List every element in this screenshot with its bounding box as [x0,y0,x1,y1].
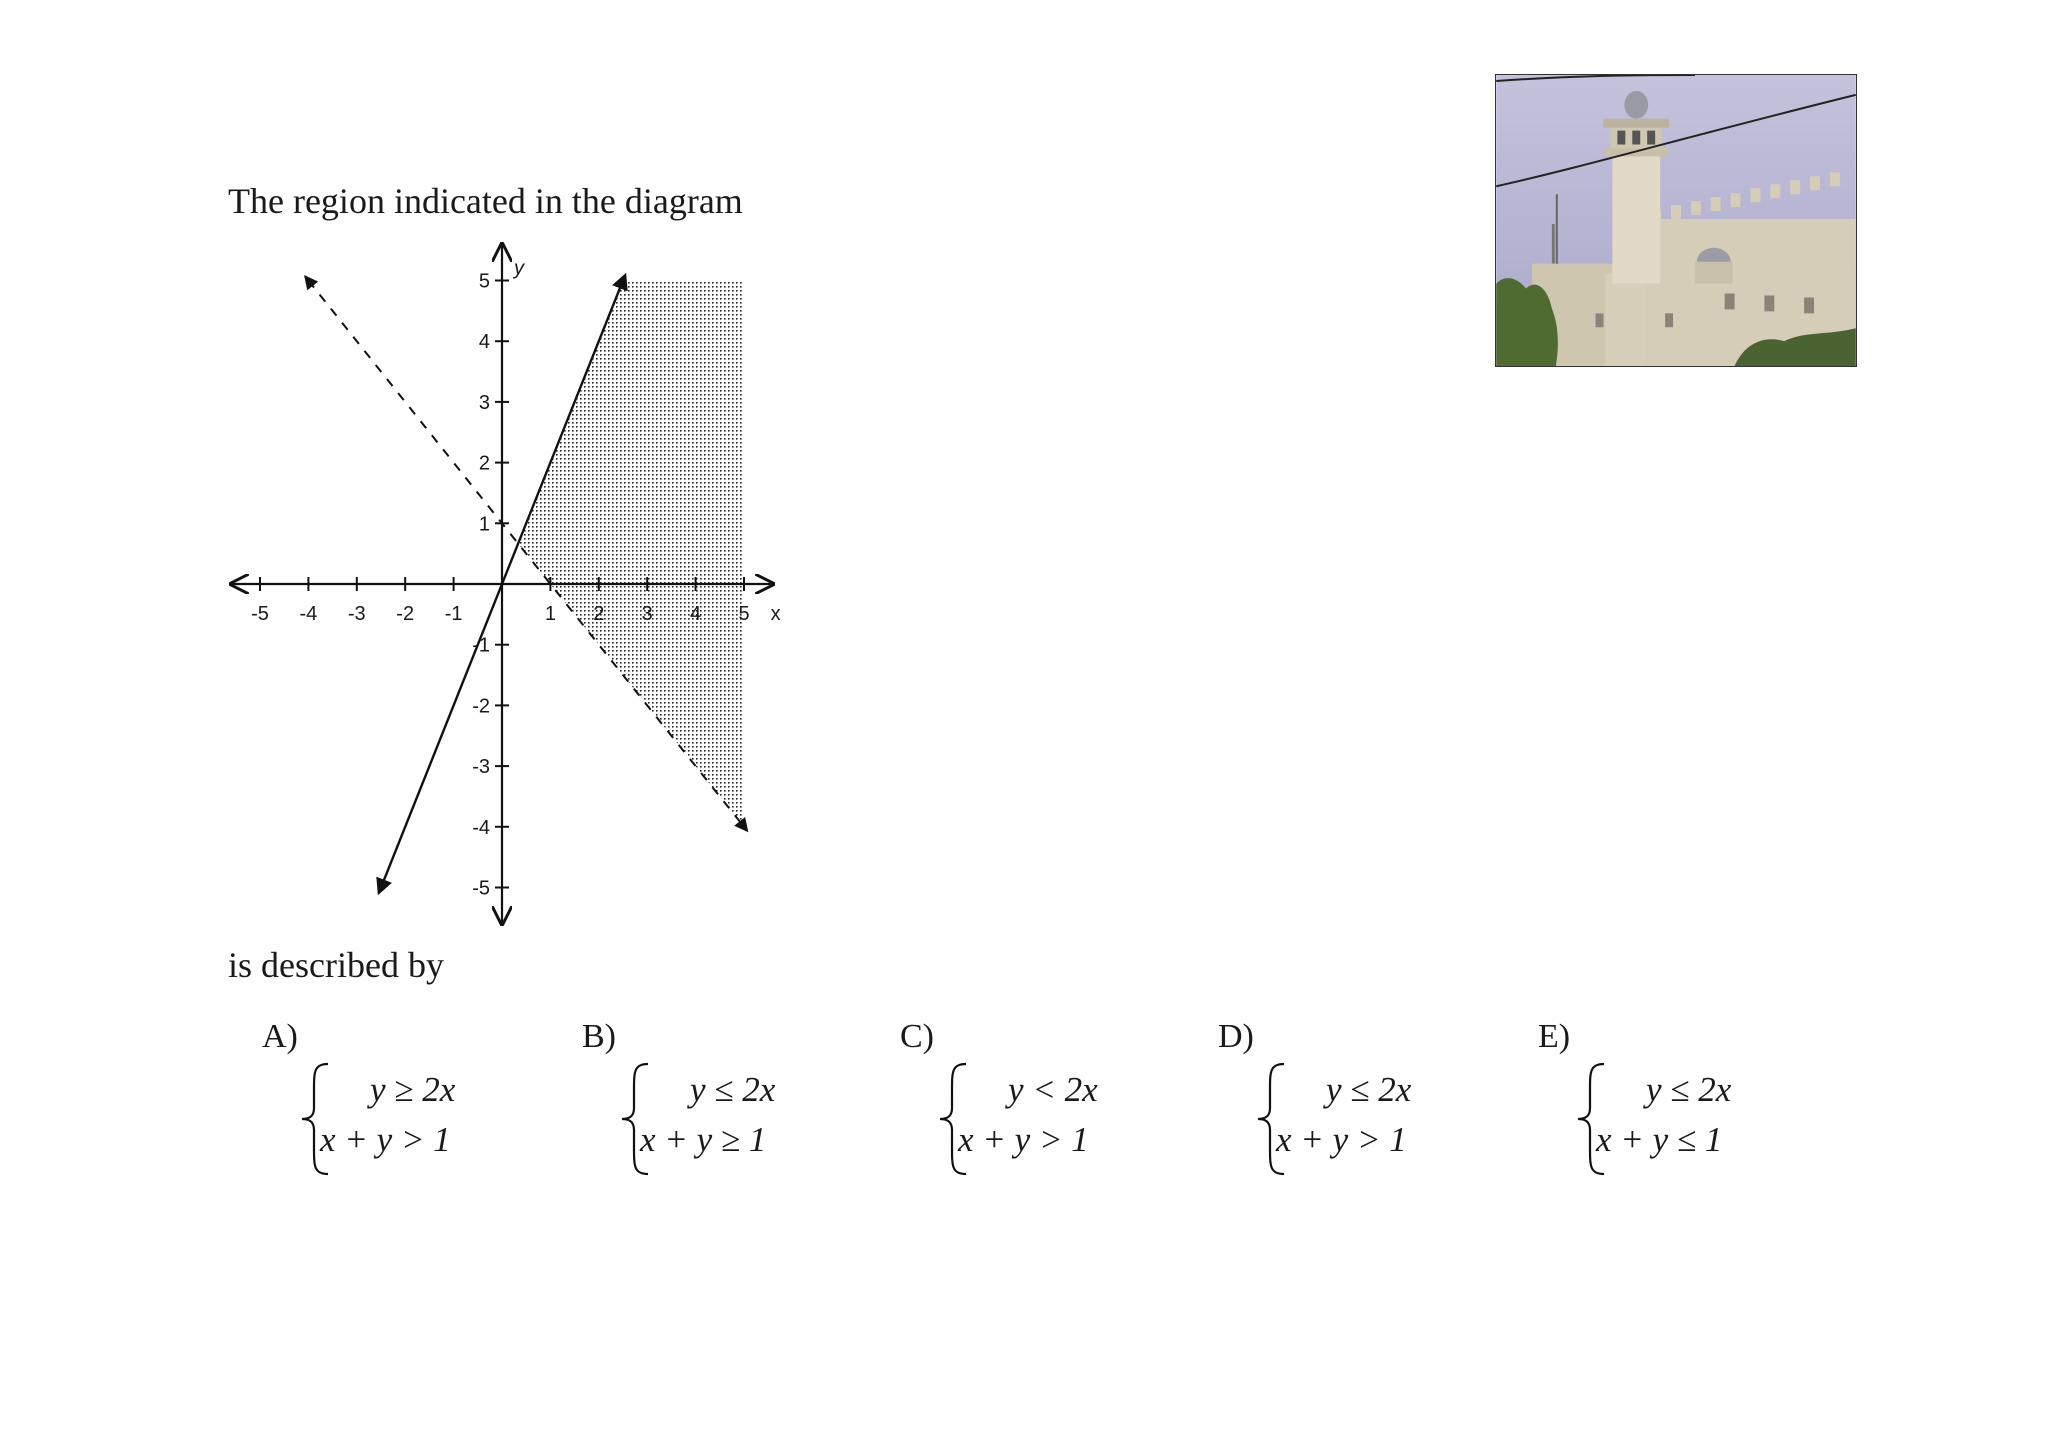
x-tick-label: -5 [251,603,269,625]
y-tick-label: -2 [472,695,490,718]
inequality-2: x + y > 1 [320,1120,451,1159]
question-prompt: The region indicated in the diagram [228,181,743,221]
y-tick-label: 1 [478,513,490,536]
brace-icon [1572,1060,1612,1178]
x-axis-label: x [770,603,781,625]
choice-label: E) [1538,1018,1571,1055]
inequality-2: x + y ≤ 1 [1596,1120,1723,1159]
choice-label: D) [1218,1018,1254,1055]
x-tick-label: -4 [299,603,318,625]
choice-a[interactable] [262,1018,492,1178]
brace-icon [934,1060,974,1178]
x-tick-label: -1 [444,603,463,625]
brace-icon [296,1060,336,1178]
y-tick-label: 3 [478,391,490,414]
choice-label: A) [262,1018,298,1055]
y-tick-label: 2 [478,452,490,475]
x-tick-label: 4 [690,603,702,625]
x-tick-label: 3 [641,603,653,625]
y-tick-label: 5 [478,270,490,293]
choice-d[interactable] [1218,1018,1448,1178]
inequality-graph [220,230,790,930]
shaded-region-fill [518,281,744,827]
mosque-building-image [1496,75,1856,366]
x-tick-label: -2 [396,603,415,625]
choice-b[interactable] [582,1018,812,1178]
choice-c[interactable] [900,1018,1130,1178]
y-tick-label: -5 [472,877,490,900]
inequality-2: x + y > 1 [958,1120,1089,1159]
question-continuation: is described by [228,945,444,985]
inequality-1: y < 2x [1008,1070,1098,1109]
brace-icon [616,1060,656,1178]
x-tick-label: -3 [347,603,366,625]
choice-label: C) [900,1018,934,1055]
x-tick-label: 5 [738,603,750,625]
shaded-region [518,281,744,827]
y-axis-label: y [514,257,524,280]
choice-e[interactable] [1538,1018,1768,1178]
x-tick-label: 1 [544,603,556,625]
x-tick-label: 2 [593,603,605,625]
inequality-1: y ≤ 2x [1326,1070,1412,1109]
thumbnail-photo [1495,74,1857,367]
inequality-1: y ≤ 2x [690,1070,776,1109]
inequality-1: y ≤ 2x [1646,1070,1732,1109]
y-tick-label: 4 [478,331,490,354]
brace-icon [1252,1060,1292,1178]
y-tick-label: -4 [472,816,490,839]
inequality-2: x + y > 1 [1276,1120,1407,1159]
choice-label: B) [582,1018,616,1055]
y-tick-label: -3 [472,756,490,779]
inequality-2: x + y ≥ 1 [640,1120,767,1159]
inequality-1: y ≥ 2x [370,1070,456,1109]
y-tick-label: -1 [472,634,490,657]
